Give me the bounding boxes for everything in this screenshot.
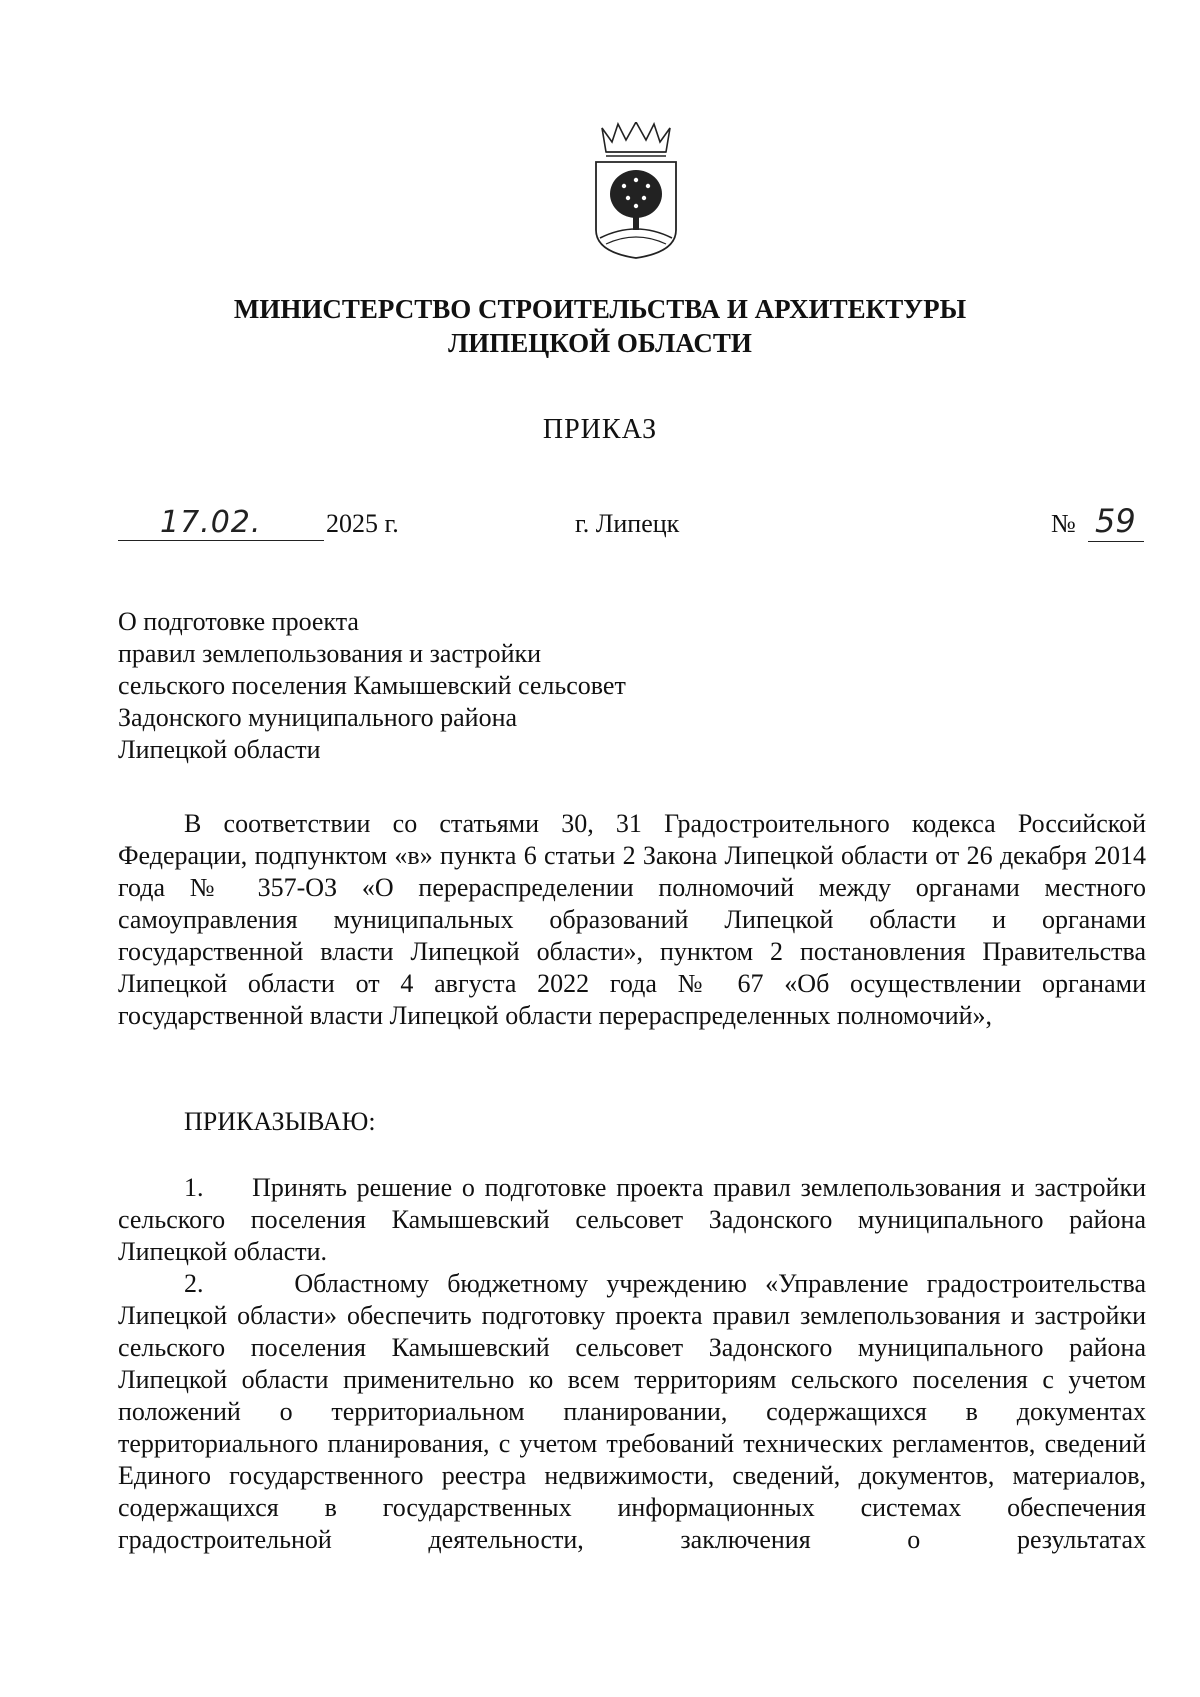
subject-line: правил землепользования и застройки (118, 639, 542, 668)
subject-line: О подготовке проекта (118, 607, 359, 636)
order-item-2-text: 2. Областному бюджетному учреждению «Управление градостроительства Липецкой области» обеспечить подготовку проекта правил землепользования и застройки сельского поселения Камышевский сельсовет Задонского муниципального района Липецкой области применительно ко всем территориям сельского поселения с учетом положений о территориальном планировании, содержащихся в документах территориального планирования, с учетом требований технических регламентов, сведений Единого государственного реестра недвижимости, сведений, документов, материалов, содержащихся в государственных информационных системах обеспечения градостроительной деятельности, заключения о результатах (118, 1269, 1146, 1554)
order-city: г. Липецк (575, 509, 680, 538)
order-number-handwritten: 59 (1095, 502, 1136, 540)
date-underline (118, 540, 324, 541)
lipetsk-coat-of-arms-icon (588, 122, 684, 260)
document-type: ПРИКАЗ (542, 414, 658, 445)
order-year: 2025 г. (326, 509, 399, 538)
number-sign: № (1051, 509, 1076, 538)
order-date-handwritten: 17.02. (160, 505, 262, 540)
subject-line: сельского поселения Камышевский сельсовет (118, 671, 626, 700)
ministry-name-line1: МИНИСТЕРСТВО СТРОИТЕЛЬСТВА И АРХИТЕКТУРЫ (233, 294, 967, 324)
preamble-paragraph (118, 808, 1146, 1032)
number-underline (1088, 541, 1144, 542)
subject-line: Задонского муниципального района (118, 703, 518, 732)
order-item-2 (118, 1268, 1146, 1556)
order-word: ПРИКАЗЫВАЮ: (184, 1107, 376, 1136)
order-item-1-text: 1. Принять решение о подготовке проекта правил землепользования и застройки сельского поселения Камышевский сельсовет Задонского муниципального района Липецкой области. (118, 1173, 1146, 1266)
ministry-name-line2: ЛИПЕЦКОЙ ОБЛАСТИ (448, 328, 752, 358)
order-subject (118, 606, 626, 766)
order-item-1 (118, 1172, 1146, 1268)
preamble-text: В соответствии со статьями 30, 31 Градостроительного кодекса Российской Федерации, подпунктом «в» пункта 6 статьи 2 Закона Липецкой области от 26 декабря 2014 года № 357-ОЗ «О перераспределении полномочий между органами местного самоуправления муниципальных образований Липецкой области и органами государственной власти Липецкой области», пунктом 2 постановления Правительства Липецкой области от 4 августа 2022 года № 67 «Об осуществлении органами государственной власти Липецкой области перераспределенных полномочий», (118, 809, 1146, 1030)
subject-line: Липецкой области (118, 735, 321, 764)
